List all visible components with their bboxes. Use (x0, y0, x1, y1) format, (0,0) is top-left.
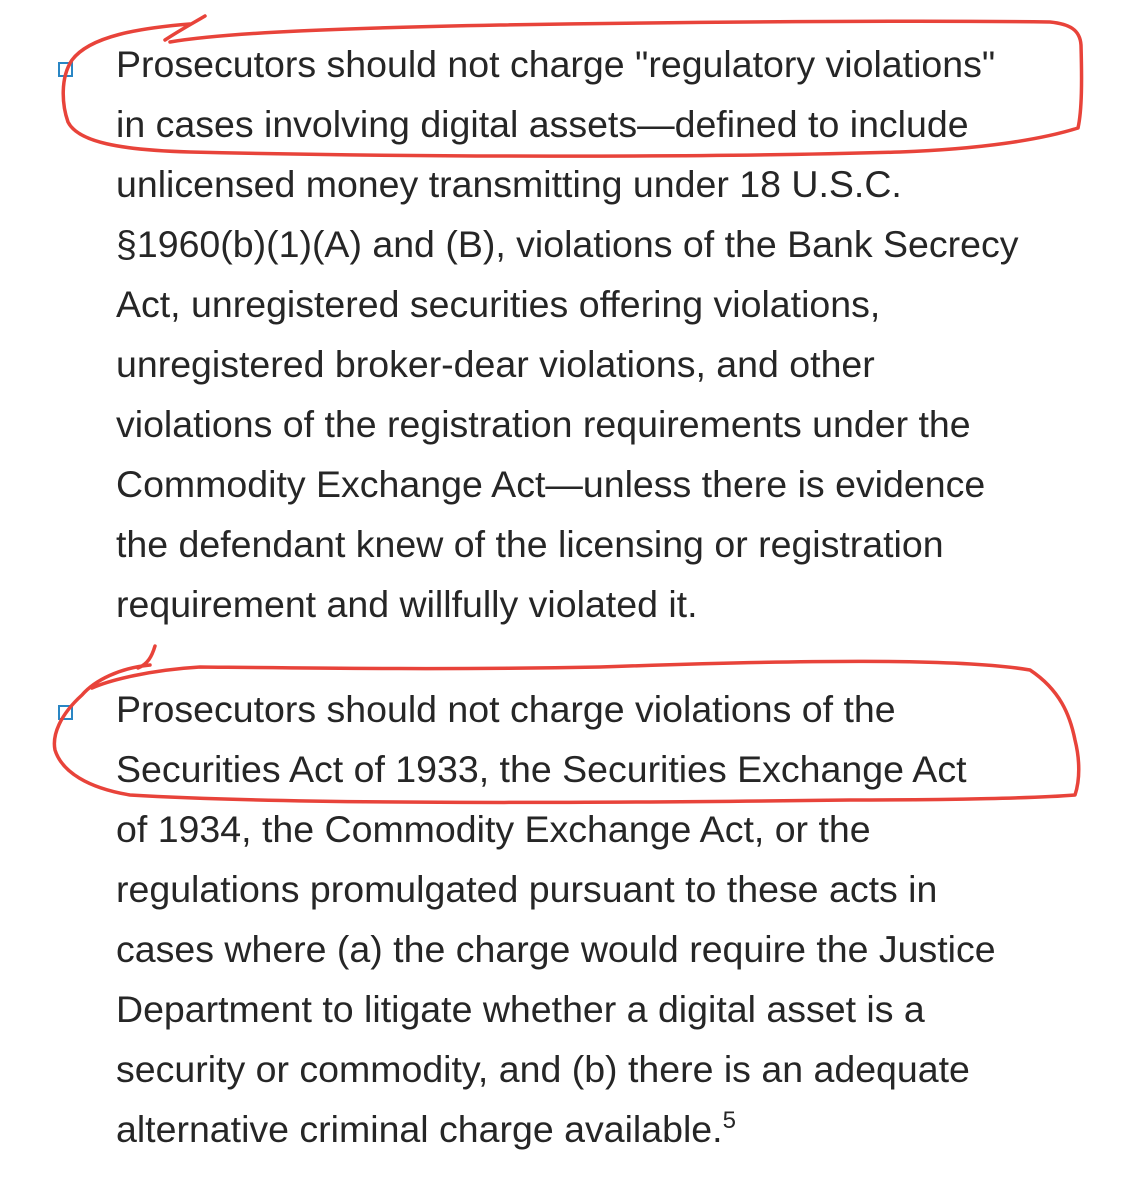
text-line: security or commodity, and (b) there is an adequate (116, 1048, 970, 1090)
footnote-marker[interactable]: 5 (722, 1107, 736, 1134)
text-line: Securities Act of 1933, the Securities Exchange Act (116, 748, 967, 790)
text-line: Act, unregistered securities offering violations, (116, 283, 881, 325)
text-line: regulations promulgated pursuant to these acts in (116, 868, 938, 910)
text-line: of 1934, the Commodity Exchange Act, or the (116, 808, 871, 850)
text-line: unlicensed money transmitting under 18 U.S.C. (116, 163, 902, 205)
text-line: violations of the registration requirements under the (116, 403, 971, 445)
text-line: cases where (a) the charge would require the Justice (116, 928, 996, 970)
text-line: in cases involving digital assets—defined to include (116, 103, 969, 145)
text-line: requirement and willfully violated it. (116, 583, 698, 625)
bullet-checkbox-icon[interactable] (58, 62, 73, 77)
text-line-content: alternative criminal charge available. (116, 1108, 723, 1150)
text-line: the defendant knew of the licensing or registration (116, 523, 944, 565)
bullet-checkbox-icon[interactable] (58, 705, 73, 720)
text-line: unregistered broker-dear violations, and other (116, 343, 875, 385)
text-line: Prosecutors should not charge "regulatory violations" (116, 43, 996, 85)
text-line: Prosecutors should not charge violations of the (116, 688, 896, 730)
text-line-last (116, 1099, 736, 1159)
text-line: Commodity Exchange Act—unless there is evidence (116, 463, 986, 505)
text-line: Department to litigate whether a digital asset is a (116, 988, 925, 1030)
text-line: §1960(b)(1)(A) and (B), violations of the Bank Secrecy (116, 223, 1019, 265)
